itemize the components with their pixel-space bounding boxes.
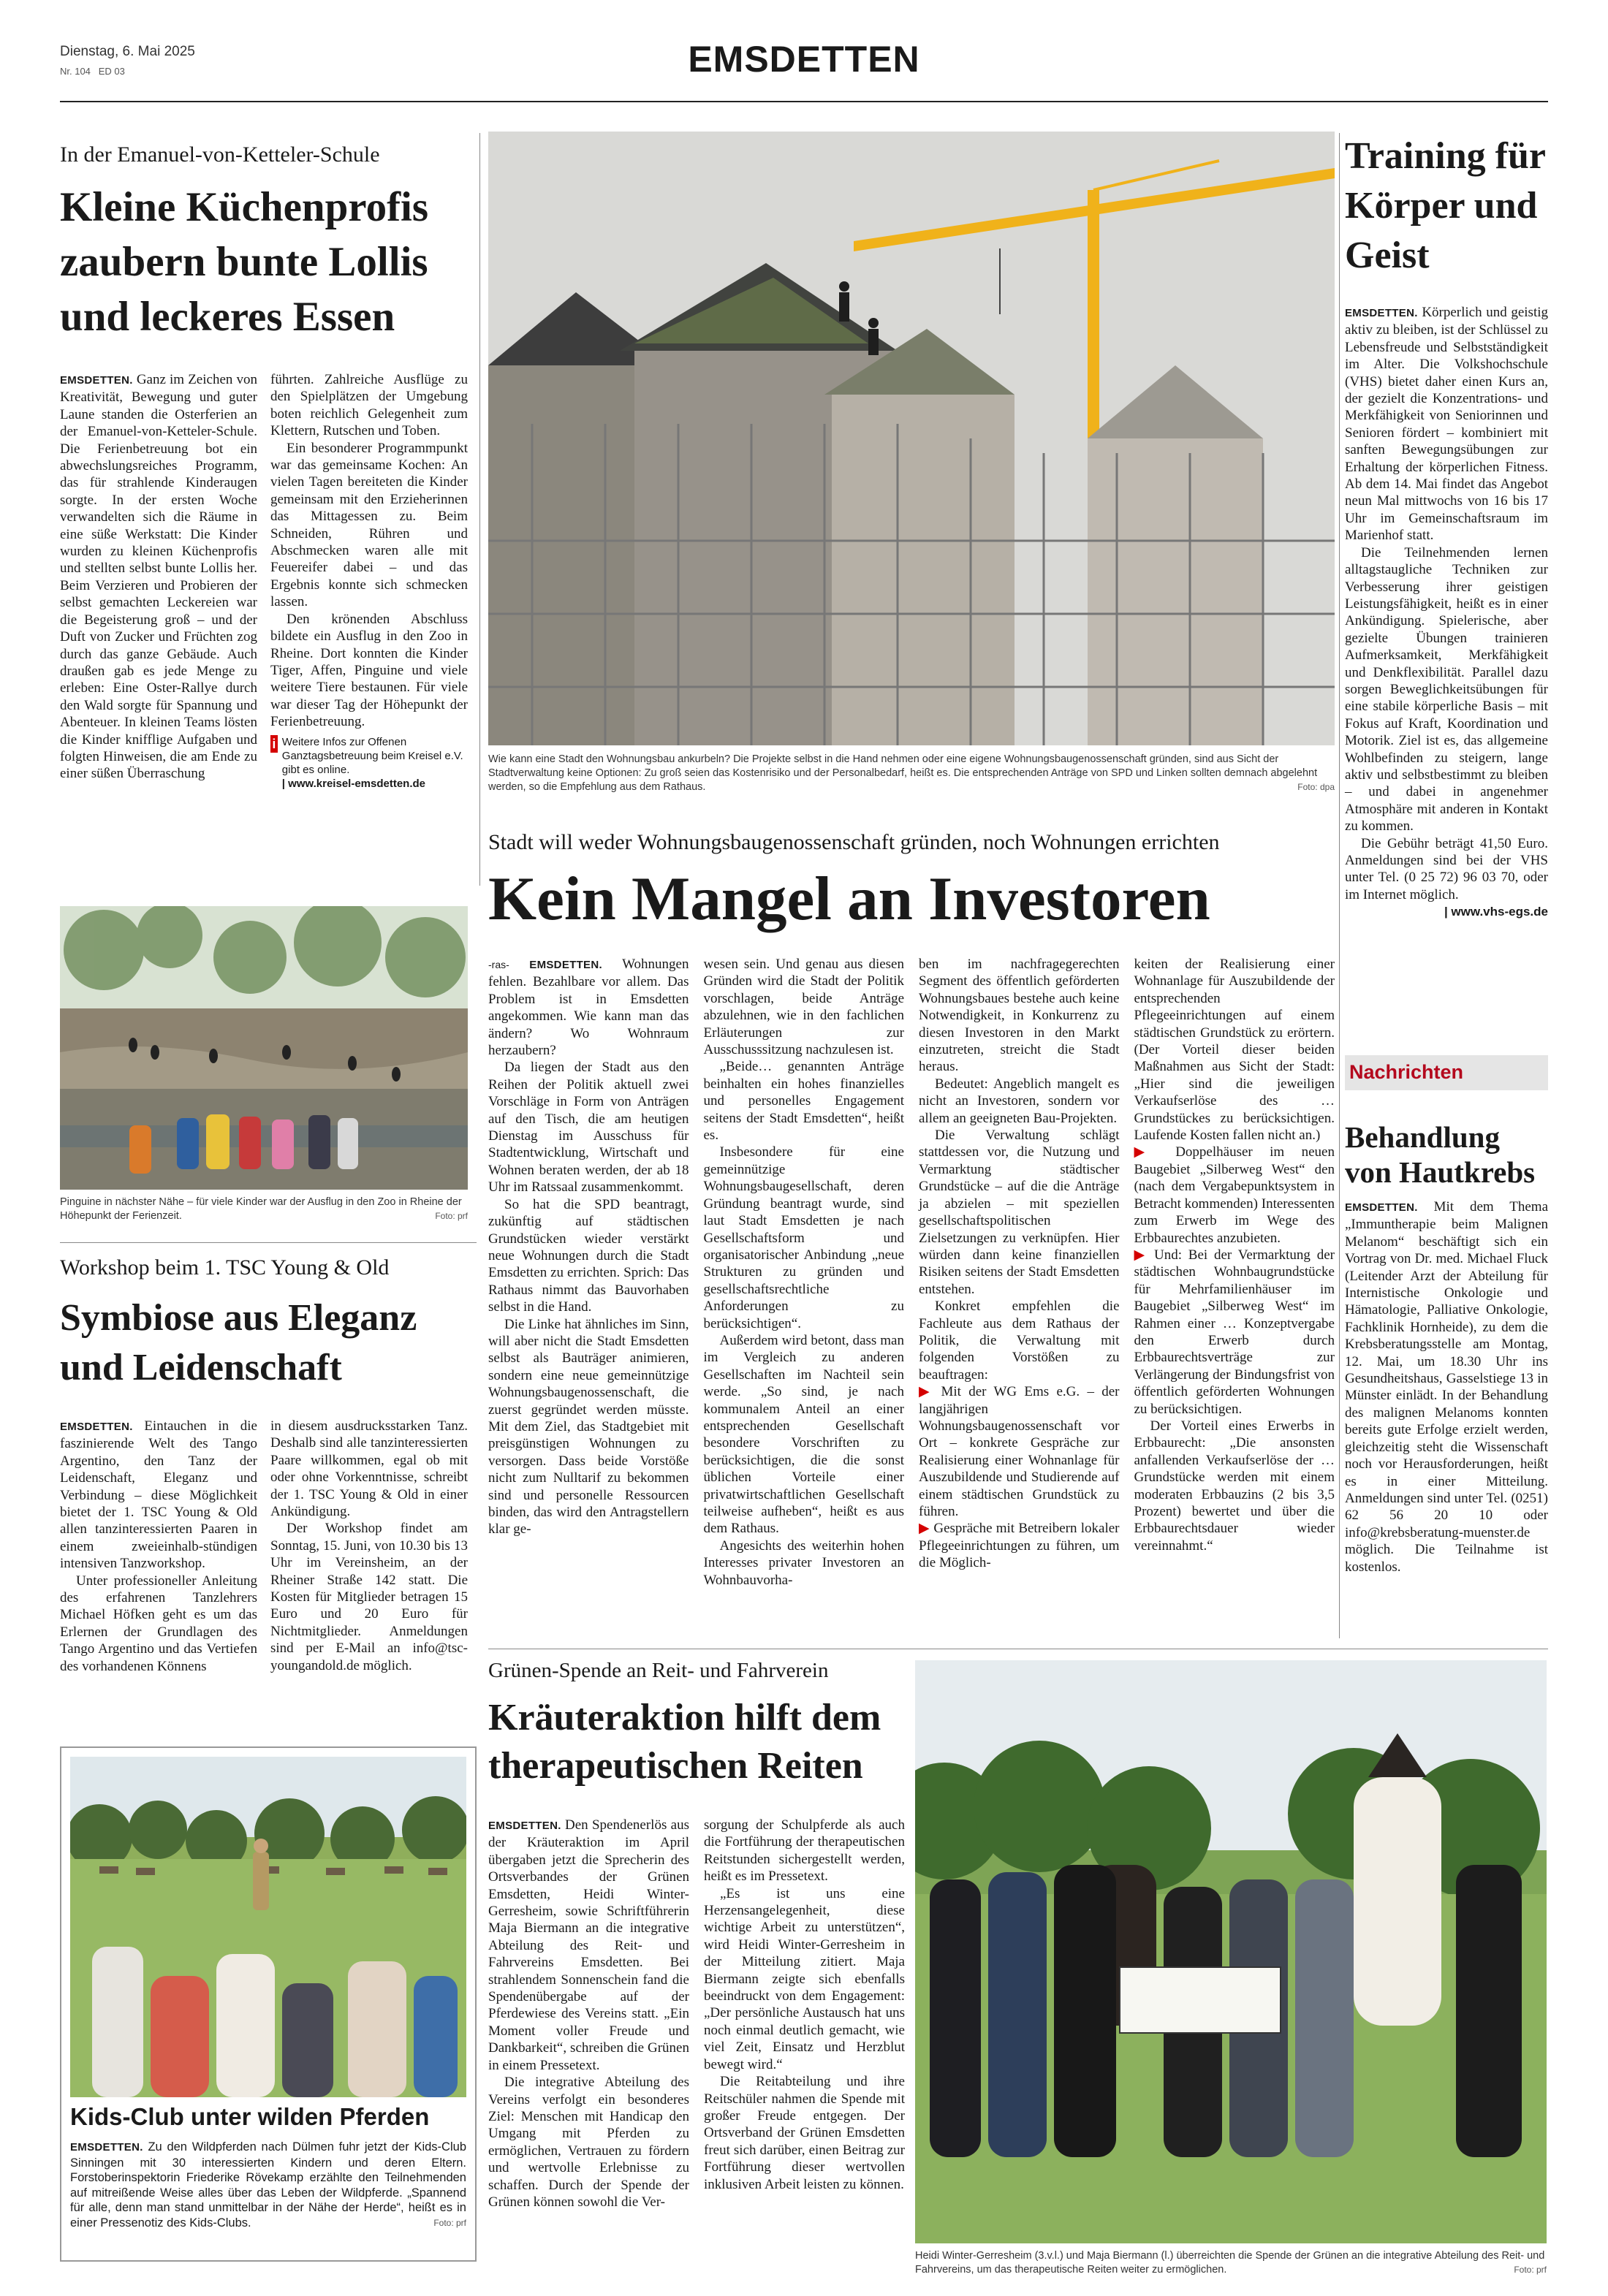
zoo-photo [60,906,468,1190]
wild-horses-scene [70,1757,466,2097]
construction-photo [488,132,1335,745]
investors-dateline: EMSDETTEN. [529,959,602,971]
zoo-scene [60,906,468,1190]
donation-cheque [1120,1967,1281,2033]
bullet-arrow-icon: ▶ [1134,1246,1148,1263]
kids-club-headline: Kids-Club unter wilden Pferden [70,2103,430,2130]
tango-dateline: EMSDETTEN. [60,1421,133,1433]
bullet-arrow-icon: ▶ [919,1383,934,1400]
issue-number: Nr. 104 [60,66,91,77]
training-dateline: EMSDETTEN. [1345,307,1418,319]
tango-body: EMSDETTEN. Eintauchen in die faszinierende Welt des Tango Argentino, den Tanz der Leidenschaft, Eleganz und Verbindung – diese Möglichkeit bietet der 1. TSC Young & Old allen tanzinteressierten Paaren in einem zweieinhalb-stündigen intensiven Tanzworkshop. Unter professioneller Anleitung des erfahrenen Tanzlehrers Michael Höfken geht es um das Erlernen der Grundlagen des Tango Argentino und das Vertiefen des vorhandenen Könnens in diesem ausdrucksstarken Tanz. Deshalb sind alle tanzinteressierten Paare willkommen, egal ob mit oder ohne Vorkenntnisse, schreibt der 1. TSC Young & Old in einer Ankündigung. Der Workshop findet am Sonntag, 15. Juni, von 10.30 bis 13 Uhr im Vereinsheim, an der Rheiner Straße 142 statt. Die Kosten für Mitglieder betragen 15 Euro und 20 Euro für Nichtmitglieder. Anmeldungen sind per E-Mail an info@tsc-youngandold.de möglich. [60,1418,468,1674]
cooking-info-text: Weitere Infos zur Offenen Ganztagsbetreuung beim Kreisel e.V. gibt es online. [281,735,463,776]
cooking-body [60,371,468,791]
bullet-arrow-icon: ▶ [919,1520,930,1537]
kids-club-dateline: EMSDETTEN. [70,2141,143,2154]
cooking-col2-p2: Ein besonderer Programmpunkt war das gemeinsame Kochen: An vielen Tagen bereiteten die Kinder gemeinsam mit den Erzieherinnen das Mittagessen zu. Beim Schneiden, Rühren und Abschmecken waren alle mit Feuereifer dabei – und das Ergebnis konnte sich schmecken lassen. [270,440,468,610]
info-icon: i [270,735,278,753]
cooking-kicker: In der Emanuel-von-Ketteler-Schule [60,142,380,167]
left-column-rule [479,133,480,886]
news-dateline: EMSDETTEN. [1345,1201,1418,1214]
investors-author: -ras- [488,959,509,970]
donation-photo [915,1660,1547,2243]
construction-scene [488,132,1335,745]
kids-club-credit: Foto: prf [433,2217,466,2228]
donation-credit: Foto: prf [1514,2265,1547,2275]
tango-kicker: Workshop beim 1. TSC Young & Old [60,1255,390,1280]
herbs-body: EMSDETTEN. Den Spendenerlös aus der Kräuteraktion im April übergaben jetzt die Sprecherin des Ortsverbandes der Grünen Emsdetten, Heidi Winter-Gerresheim, sowie Schriftführerin Maja Biermann an die integrative Abteilung des Reit- und Fahrvereins Emsdetten. Bei strahlendem Sonnenschein fand die Spendenübergabe auf der Pferdewiese des Vereins statt. „Ein Moment voller Freude und Dankbarkeit“, schreiben die Grünen in einem Pressetext. Die integrative Abteilung des Vereins verfolgt ein besonderes Ziel: Menschen mit Handicap den Umgang mit Pferden zu ermöglichen, Vertrauen zu fördern und wertvolle Erlebnisse zu schaffen. Durch der Spende der Grünen können sowohl die Ver- sorgung der Schulpferde als auch die Fortführung der therapeutischen Reitstunden sichergestellt werden, heißt es im Pressetext. „Es ist uns eine Herzensangelegenheit, diese wichtige Arbeit zu unterstützen“, wird Heidi Winter-Gerresheim in der Mitteilung zitiert. Maja Biermann zeigte sich ebenfalls beeindruckt von dem Engagement: „Der persönliche Austausch hat uns noch einmal deutlich gemacht, wie viel Zeit, Einsatz und Herzblut bewegt wird.“ Die Reitabteilung und ihre Reitschüler nahmen die Spende mit großer Freude entgegen. Der Ortsverband der Grünen Emsdetten freut sich darüber, einen Beitrag zur Fortführung dieser wertvollen inklusiven Arbeit leisten zu können. [488,1817,905,2210]
guide [253,1839,269,1910]
right-column-rule [1339,133,1340,1638]
cooking-col1: Ganz im Zeichen von Kreativität, Bewegung und guter Laune standen die Osterferien an der Emanuel-von-Ketteler-Schule. Die Ferienbetreuung bot ein abwechslungsreiches Programm, das für strahlende Kinderaugen sorgte. In der ersten Woche verwandelten sich die Räume in eine süße Werkstatt: Die Kinder wurden zu kleinen Küchenprofis und stellten selbst bunte Lollis her. Beim Verzieren und Probieren der selbst gemachten Leckereien war die Begeisterung groß – und der Duft von Zucker und Früchten zog durch das ganze Gebäude. Auch draußen gab es jede Menge zu erleben: Eine Oster-Rallye durch den Wald sorgte für Spannung und Abenteuer. In kleinen Teams lösten die Kinder knifflige Aufgaben und folgten Hinweisen, die am Ende zu einer süßen Überraschung [60,372,257,782]
herbs-kicker: Grünen-Spende an Reit- und Fahrverein [488,1659,829,1682]
bullet-arrow-icon: ▶ [1134,1144,1158,1160]
tango-rule-top [60,1242,477,1243]
section-title: EMSDETTEN [688,39,920,80]
training-headline: Training für Körper und Geist [1345,135,1546,276]
herbs-dateline: EMSDETTEN. [488,1820,561,1832]
zoo-photo-credit: Foto: prf [435,1211,468,1221]
masthead-rule [60,101,1548,102]
news-label-bar: Nachrichten [1345,1055,1548,1090]
masthead-date: Dienstag, 6. Mai 2025 [60,44,195,59]
tango-headline: Symbiose aus Eleganz und Leidenschaft [60,1297,417,1388]
donation-scene [915,1660,1547,2243]
news-body: EMSDETTEN. Mit dem Thema „Immuntherapie beim Malignen Melanom“ beschäftigt sich ein Vortrag von Dr. med. Michael Fluck (Leitender Arzt der Abteilung für Internistische Onkologie und Hämatologie, Palliative Onkologie, Fachklinik Hornheide), zu dem die Krebsberatungsstelle am Montag, 12. Mai, um 18.30 Uhr ins Gesundheitshaus, Gasselstiege 13 in Münster einlädt. In der Behandlung des malignen Melanoms konnten bereits gute Erfolge erzielt werden, gleichzeitig steht die Wissenschaft noch vor Herausforderungen, heißt es in einer Mitteilung. Anmeldungen sind unter Tel. (0251) 62 56 20 10 oder info@krebsberatung-muenster.de möglich. Die Teilnahme ist kostenlos. [1345,1199,1549,1575]
construction-caption: Wie kann eine Stadt den Wohnungsbau ankurbeln? Die Projekte selbst in die Hand nehmen oder eine eigene Wohnungsbaugenossenschaft gründen, sind aus Sicht der Stadtverwaltung keine Optionen: Zu groß seien das Kostenrisiko und der Personalbedarf, heißt es. Die entsprechenden Anträge von SPD und Linken sollten demnach abgelehnt werden, so die Empfehlung aus dem Rathaus. Foto: dpa [488,753,1335,793]
wild-horses-photo [70,1757,466,2097]
kids-club-text: EMSDETTEN. Zu den Wildpferden nach Dülmen fuhr jetzt der Kids-Club Sinningen mit 30 interessierten Kindern und deren Eltern. Forstoberinspektorin Friederike Rövekamp erzählte den Teilnehmenden auf mitreißende Weise alles über das Leben der Wildpferde. „Spannend für alle, denn man stand unmittelbar in der Nähe der Herde“, heißt es in einer Pressenotiz des Kids-Clubs. Foto: prf [70,2140,466,2230]
cooking-col2-p1: führten. Zahlreiche Ausflüge zu den Spielplätzen der Umgebung boten reichlich Gelegenheit zum Klettern, Rutschen und Toben. [270,372,468,439]
cooking-info-url[interactable]: | www.kreisel-emsdetten.de [281,777,426,790]
cooking-dateline: EMSDETTEN. [60,374,133,387]
herbs-headline: Kräuteraktion hilft dem therapeutischen Reiten [488,1697,881,1787]
cooking-info-box [270,735,468,791]
edition-code: ED 03 [98,66,125,77]
investors-headline: Kein Mangel an Investoren [488,864,1210,933]
cooking-headline: Kleine Küchenprofis zaubern bunte Lollis und leckeres Essen [60,184,429,340]
zoo-caption: Pinguine in nächster Nähe – für viele Kinder war der Ausflug in den Zoo in Rheine der Höhepunkt der Ferienzeit. Foto: prf [60,1196,468,1222]
investors-body: -ras- EMSDETTEN. Wohnungen fehlen. Bezahlbare vor allem. Das Problem ist in Emsdetten angekommen. Wie kann man das ändern? Wo Wohnraum herzaubern? Da liegen der Stadt aus den Reihen der Politik aktuell zwei Vorschläge in Form von Anträgen auf den Tisch, die am heutigen Dienstag im Ausschuss für Stadtentwicklung, Wirtschaft und Wohnen beraten werden, der ab 18 Uhr im Ratssaal zusammenkommt. So hat die SPD beantragt, zukünftig auf städtischen Grundstücken wieder verstärkt neue Wohnungen durch die Stadt Emsdetten zu errichten. Sprich: Das Rathaus nimmt das Bauvorhaben selbst in die Hand. Die Linke hat ähnliches im Sinn, will aber nicht die Stadt Emsdetten selbst als Bauträger animieren, sondern eine neue gemeinnützige Wohnungsbaugenossenschaft, die zuerst gegründet werden müsste. Mit dem Ziel, das Stadtgebiet mit preisgünstigen Wohnungen zu versorgen. Dass beide Vorstöße nicht zum Nulltarif zu bekommen sind und personelle Ressourcen binden, das wird den Antragstellern klar ge- wesen sein. Und genau aus diesen Gründen wird die Stadt der Politik vorschlagen, beide Anträge abzulehnen, wie in den fachlichen Erläuterungen zur Ausschusssitzung nachzulesen ist. „Beide… genannten Anträge beinhalten ein hohes finanzielles und personelles Engagement seitens der Stadt Emsdetten“, heißt es. Insbesondere für eine gemeinnützige Wohnungsbaugesellschaft, deren Gründung beantragt wurde, sind laut Stadt Emsdetten je nach Gesellschaftsform und organisatorischer Anbindung „neue Strukturen zu gründen und gesellschaftsrechtliche Anforderungen zu berücksichtigen“. Außerdem wird betont, dass man im Vergleich zu anderen Gesellschaften im Nachteil sein werde. „So sind, je nach kommunalem Anteil an einer entsprechenden Gesellschaft besondere Vorschriften zu berücksichtigen, die die sonst üblichen Vorteile einer privatwirtschaftlichen Gesellschaft teilweise aufheben“, heißt es aus dem Rathaus. Angesichts des weiterhin hohen Interesses privater Investoren an Wohnbauvorha- ben im nachfragegerechten Segment des öffentlich geförderten Wohnungsbaues bestehe auch keine Notwendigkeit, in Konkurrenz zu diesen Investoren in den Markt einzutreten, streicht die Stadt heraus. Bedeutet: Angeblich mangelt es nicht an Investoren, sondern vor allem an geeigneten Bau-Projekten. Die Verwaltung schlägt stattdessen vor, die Nutzung und Vermarktung städtischer Grundstücke – auf die die Anträge ja abzielen – mit speziellen gesellschaftspolitischen Zielsetzungen zu verknüpfen. Hier würden dann keine finanziellen Risiken seitens der Stadt Emsdetten entstehen. Konkret empfehlen die Fachleute aus dem Rathaus der Politik, die Verwaltung mit folgenden Vorstößen zu beauftragen: ▶ Mit der WG Ems e.G. – der langjährigen Wohnungsbaugenossenschaft vor Ort – konkrete Gespräche zur Realisierung einer Wohnanlage für Auszubildende und Studierende auf einem städtischen Grundstück zu führen. ▶ Gespräche mit Betreibern lokaler Pflegeeinrichtungen zu führen, um die Möglich- keiten der Realisierung einer Wohnanlage für Auszubildende der entsprechenden Pflegeeinrichtungen auf einem städtischen Grundstück zu erörtern. (Der Vorteil dieser beiden Maßnahmen aus Sicht der Stadt: „Hier sind die jeweiligen Verkaufserlöse des … Grundstückes zu berücksichtigen. Laufende Kosten fallen nicht an.) ▶ Doppelhäuser im neuen Baugebiet „Silberweg West“ den (nach dem Vergabepunktsystem in Betracht kommenden) Interessenten zum Erwerb im Wege des Erbbaurechtes anzubieten. ▶ Und: Bei der Vermarktung der städtischen Wohnbaugrundstücke für Mehrfamilienhäuser im Baugebiet „Silberweg West“ im Rahmen einer … Konzeptvergabe den Erwerb durch Erbbaurechtsverträge zur Verlängerung der Bindungsfrist von öffentlich geförderten Wohnungen zu berücksichtigen. Der Vorteil eines Erwerbs in Erbbaurecht: „Die ansonsten anfallenden Verkaufserlöse der … Grundstücke werden mit einem moderaten Erbbauzins (2 bis 3,5 Prozent) bewertet und über die Erbbaurechtsdauer wieder vereinnahmt.“ [488,957,1335,1588]
news-headline: Behandlung von Hautkrebs [1345,1120,1536,1189]
cooking-col2-p3: Den krönenden Abschluss bildete ein Ausflug in den Zoo in Rheine. Dort konnten die Kinder Tiger, Affen, Pinguine und viele weitere Tiere bestaunen. Für viele war dieser Tag der Höhepunkt der Ferienbetreuung. [270,611,468,730]
donation-caption: Heidi Winter-Gerresheim (3.v.l.) und Maja Biermann (l.) überreichten die Spende der Grünen an die integrative Abteilung des Reit- und Fahrvereins, um das therapeutische Reiten weiter zu ermöglichen. Foto: prf [915,2250,1547,2276]
training-url[interactable]: | www.vhs-egs.de [1444,905,1548,919]
training-body: EMSDETTEN. Körperlich und geistig aktiv zu bleiben, ist der Schlüssel zu Lebensfreude und Selbstständigkeit im Alter. Die Volkshochschule (VHS) bietet daher einen Kurs an, der gezielt die Konzentrations- und Merkfähigkeit von Seniorinnen und Senioren fördert – kombiniert mit sanften Bewegungsübungen zur Erhaltung der körperlichen Fitness. Ab dem 14. Mai findet das Angebot neun Mal mittwochs von 16 bis 17 Uhr im Gemeinschaftsraum im Marienhof statt. Die Teilnehmenden lernen alltagstaugliche Techniken zur Verbesserung ihrer geistigen Leistungsfähigkeit, heißt es in einer Ankündigung. Spielerische, aber gezielte Übungen trainieren Aufmerksamkeit, Merkfähigkeit und Denkflexibilität. Parallel dazu sorgen Beweglichkeitsübungen für eine stabile körperliche Basis – mit Fokus auf Kraft, Koordination und Motorik. Ziel ist es, das allgemeine Wohlbefinden zu steigern, lange aktiv und selbstbestimmt zu bleiben – und dabei in angenehmer Atmosphäre mit anderen in Kontakt zu kommen. Die Gebühr beträgt 41,50 Euro. Anmeldungen sind bei der VHS unter Tel. (0 25 72) 96 03 70, oder im Internet möglich. | www.vhs-egs.de [1345,304,1548,921]
investors-kicker: Stadt will weder Wohnungsbaugenossenschaft gründen, noch Wohnungen errichten [488,830,1220,854]
construction-credit: Foto: dpa [1297,782,1335,792]
